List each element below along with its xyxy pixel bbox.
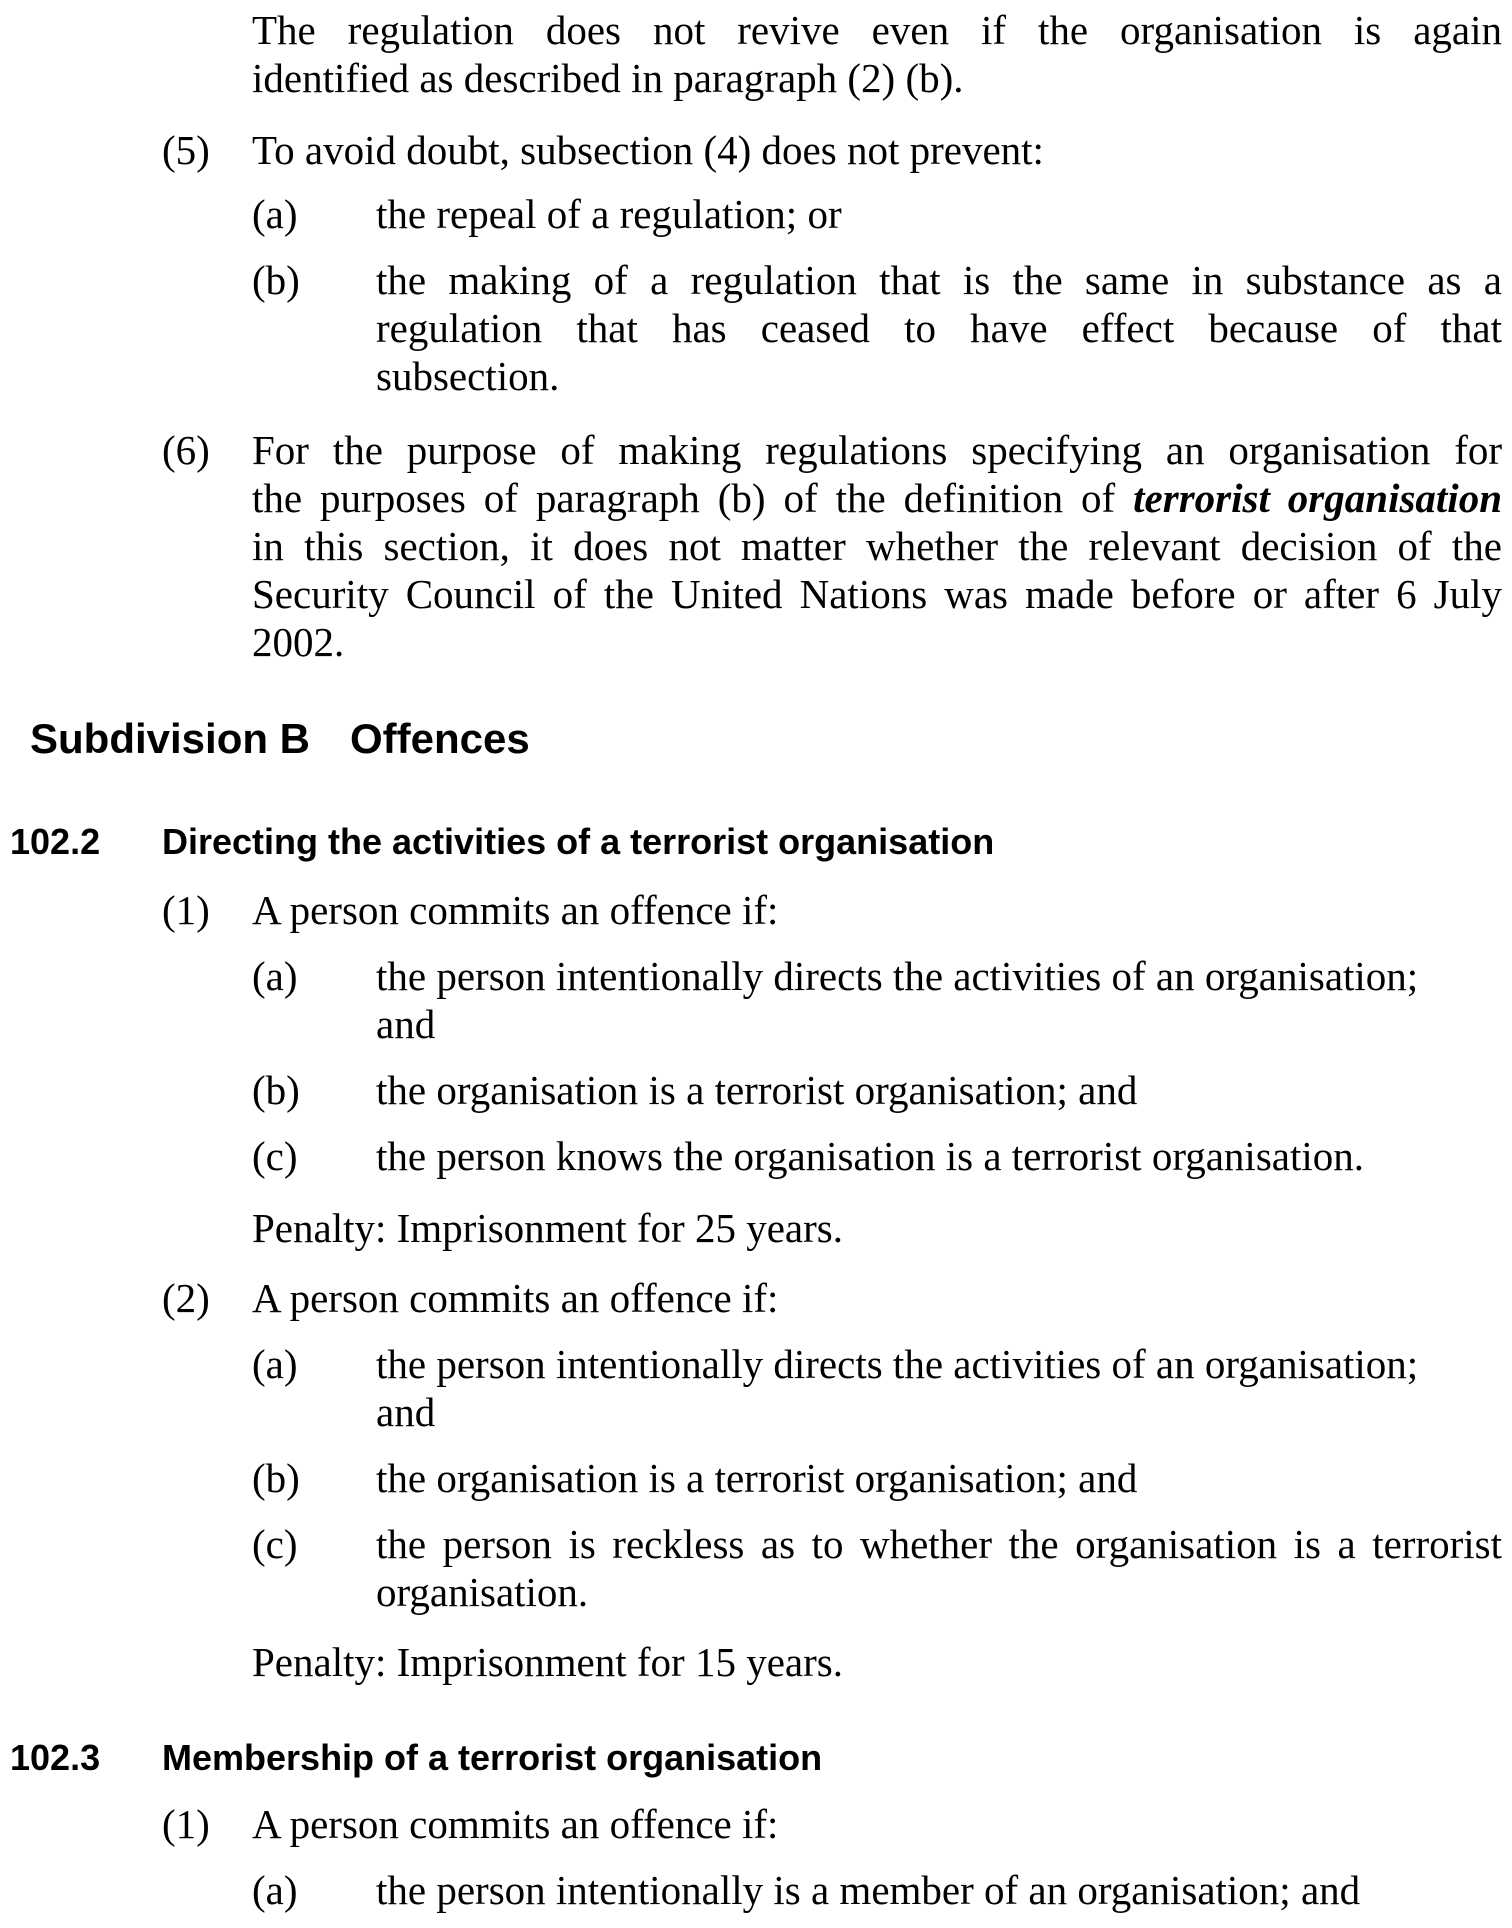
body-text: in this section, it does not matter whether the relevant decision of the <box>252 523 1502 569</box>
body-text: The regulation does not revive even if the organisation is again <box>252 7 1502 53</box>
subsection-number: (5) <box>162 127 210 173</box>
section-heading <box>10 1736 100 1780</box>
body-text: organisation. <box>376 1569 589 1615</box>
subdivision-label: Subdivision B <box>30 715 311 762</box>
paragraph-label: (b) <box>252 257 300 303</box>
body-text: regulation that has ceased to have effect because of that <box>376 305 1502 351</box>
body-text: the repeal of a regulation; or <box>376 191 842 237</box>
body-text <box>252 474 1502 522</box>
body-text: identified as described in paragraph (2) (b). <box>252 55 964 101</box>
paragraph-label: (a) <box>252 1341 298 1387</box>
paragraph-label: (c) <box>252 1133 298 1179</box>
penalty-text: Penalty: Imprisonment for 25 years. <box>252 1205 843 1251</box>
body-text: and <box>376 1389 436 1435</box>
paragraph-label: (a) <box>252 191 298 237</box>
section-title: Directing the activities of a terrorist organisation <box>162 821 995 862</box>
subdivision-title: Offences <box>350 715 530 762</box>
body-text: the person intentionally is a member of an organisation; and <box>376 1867 1361 1913</box>
body-text: the person intentionally directs the activities of an organisation; <box>376 953 1419 999</box>
section-heading <box>10 820 100 864</box>
paragraph-label: (c) <box>252 1521 298 1567</box>
body-text: the person knows the organisation is a terrorist organisation. <box>376 1133 1365 1179</box>
paragraph-label: (b) <box>252 1067 300 1113</box>
section-number: 102.3 <box>10 1737 101 1778</box>
subdivision-heading <box>30 714 530 764</box>
body-text: the person is reckless as to whether the organisation is a terrorist <box>376 1521 1502 1567</box>
body-text: To avoid doubt, subsection (4) does not prevent: <box>252 127 1044 173</box>
subsection-number: (1) <box>162 887 210 933</box>
body-text: and <box>376 1001 436 1047</box>
body-text: the organisation is a terrorist organisation; and <box>376 1455 1138 1501</box>
body-text: the person intentionally directs the activities of an organisation; <box>376 1341 1419 1387</box>
subsection-number: (1) <box>162 1801 210 1847</box>
section-title: Membership of a terrorist organisation <box>162 1737 823 1778</box>
section-number: 102.2 <box>10 821 101 862</box>
body-text-segment: the purposes of paragraph (b) of the definition of <box>252 475 1116 521</box>
paragraph-label: (a) <box>252 953 298 999</box>
body-text: the organisation is a terrorist organisation; and <box>376 1067 1138 1113</box>
body-text: A person commits an offence if: <box>252 887 779 933</box>
body-text: Security Council of the United Nations was made before or after 6 July <box>252 571 1502 617</box>
paragraph-label: (a) <box>252 1867 298 1913</box>
body-text: subsection. <box>376 353 560 399</box>
body-text: 2002. <box>252 619 345 665</box>
body-text: A person commits an offence if: <box>252 1275 779 1321</box>
subsection-number: (6) <box>162 427 210 473</box>
penalty-text: Penalty: Imprisonment for 15 years. <box>252 1639 843 1685</box>
paragraph-label: (b) <box>252 1455 300 1501</box>
body-text: For the purpose of making regulations specifying an organisation for <box>252 427 1502 473</box>
subsection-number: (2) <box>162 1275 210 1321</box>
defined-term: terrorist organisation <box>1133 475 1502 521</box>
body-text: the making of a regulation that is the same in substance as a <box>376 257 1502 303</box>
body-text: A person commits an offence if: <box>252 1801 779 1847</box>
